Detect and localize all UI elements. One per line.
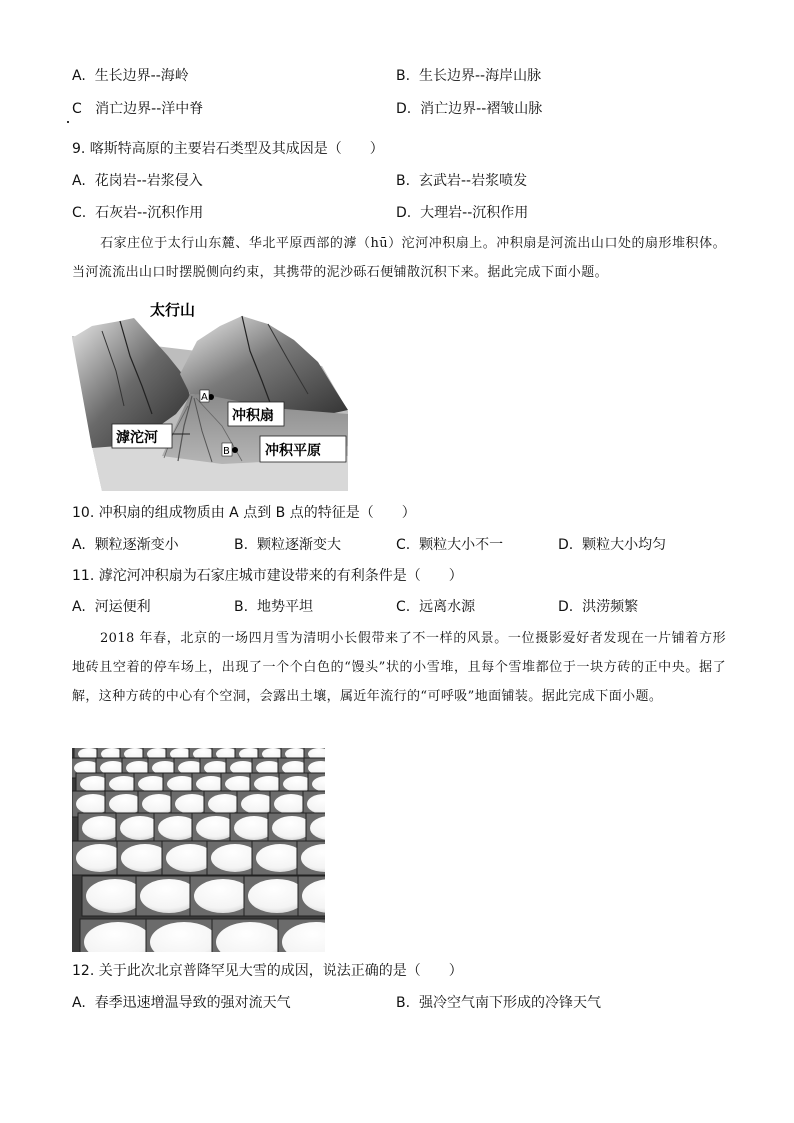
option-label: C. [396,537,411,553]
q11-option-a [72,598,151,616]
passage-text: 石家庄位于太行山东麓、华北平原西部的滹（hū）沱河冲积扇上。冲积扇是河流出山口处的扇形堆积体。当河流流出山口时摆脱侧向约束，其携带的泥沙砾石便铺散沉积下来。据此完成下面小题。 [72,236,726,280]
q9-option-b [396,172,527,190]
option-text: 地势平坦 [256,599,313,615]
option-label: A. [72,68,86,84]
q10-option-b [234,536,341,554]
plain-label: 冲积平原 [265,443,321,459]
option-text: 颗粒大小不一 [419,537,504,553]
stray-dot-mark [67,121,69,123]
option-text: 洪涝频繁 [582,599,639,615]
q8-option-b [396,67,541,85]
option-label: B. [396,173,411,189]
q11-option-c [396,598,475,616]
q9-option-d [396,204,528,222]
snow-mounds-photo [72,748,325,952]
snow-mound [86,879,144,913]
option-label: B. [234,599,249,615]
alluvial-fan-diagram [72,296,348,491]
point-b-label: B [223,446,230,457]
q12-stem: 12. 关于此次北京普降罕见大雪的成因，说法正确的是（ ） [72,963,463,979]
q11-option-b [234,598,313,616]
q10-option-c [396,536,503,554]
option-text: 春季迅速增温导致的强对流天气 [94,995,291,1011]
passage-alluvial-fan [72,229,726,287]
option-label: A. [72,173,86,189]
option-text: 石灰岩--沉积作用 [95,205,204,221]
passage-snow-pavers [72,624,726,711]
mountain-label: 太行山 [150,301,196,319]
snow-mound [140,879,198,913]
option-label: D. [396,205,412,221]
q11-option-d [558,598,638,616]
q9-stem: 9. 喀斯特高原的主要岩石类型及其成因是（ ） [72,141,384,157]
option-label: B. [396,68,411,84]
snow-mound [194,879,252,913]
option-label: D. [558,599,574,615]
option-label: A. [72,599,86,615]
option-text: 生长边界--海岸山脉 [418,68,542,84]
option-text: 颗粒逐渐变小 [94,537,179,553]
q10-option-a [72,536,179,554]
option-text: 大理岩--沉积作用 [420,205,529,221]
q12-option-a [72,994,291,1012]
option-text: 玄武岩--岩浆喷发 [418,173,528,189]
q8-option-a [72,67,189,85]
option-text: 生长边界--海岭 [94,68,189,84]
option-text: 消亡边界--褶皱山脉 [420,101,543,117]
option-label: D. [396,101,412,117]
q10-option-d [558,536,666,554]
option-label: C [72,101,82,117]
option-text: 颗粒逐渐变大 [256,537,341,553]
snow-mound-grid [72,748,325,952]
option-label: C. [72,205,87,221]
q12-option-b [396,994,601,1012]
snow-mound [248,879,306,913]
q11-stem: 11. 滹沱河冲积扇为石家庄城市建设带来的有利条件是（ ） [72,568,463,584]
option-label: B. [396,995,411,1011]
option-label: B. [234,537,249,553]
q9-option-c [72,204,203,222]
option-label: D. [558,537,574,553]
option-text: 花岗岩--岩浆侵入 [94,173,203,189]
q10-stem: 10. 冲积扇的组成物质由 A 点到 B 点的特征是（ ） [72,505,416,521]
q8-option-d [396,100,542,118]
option-text: 消亡边界--洋中脊 [95,101,204,117]
option-text: 颗粒大小均匀 [582,537,667,553]
option-text: 远离水源 [419,599,476,615]
q8-option-c [72,100,203,118]
q9-option-a [72,172,203,190]
fan-label: 冲积扇 [232,408,274,424]
option-text: 河运便利 [94,599,151,615]
river-label: 滹沱河 [116,430,158,446]
point-b-marker [232,447,238,453]
passage-text: 2018 年春，北京的一场四月雪为清明小长假带来了不一样的风景。一位摄影爱好者发现在一片铺着方形地砖且空着的停车场上，出现了一个个白色的“馒头”状的小雪堆，且每个雪堆都位于一块方砖的正中央。据了解，这种方砖的中心有个空洞，会露出土壤，属近年流行的“可呼吸”地面铺装。据此完成下面小题。 [72,631,726,704]
option-label: A. [72,995,86,1011]
option-text: 强冷空气南下形成的冷锋天气 [418,995,601,1011]
option-label: C. [396,599,411,615]
option-label: A. [72,537,86,553]
point-a-label: A [201,392,208,403]
